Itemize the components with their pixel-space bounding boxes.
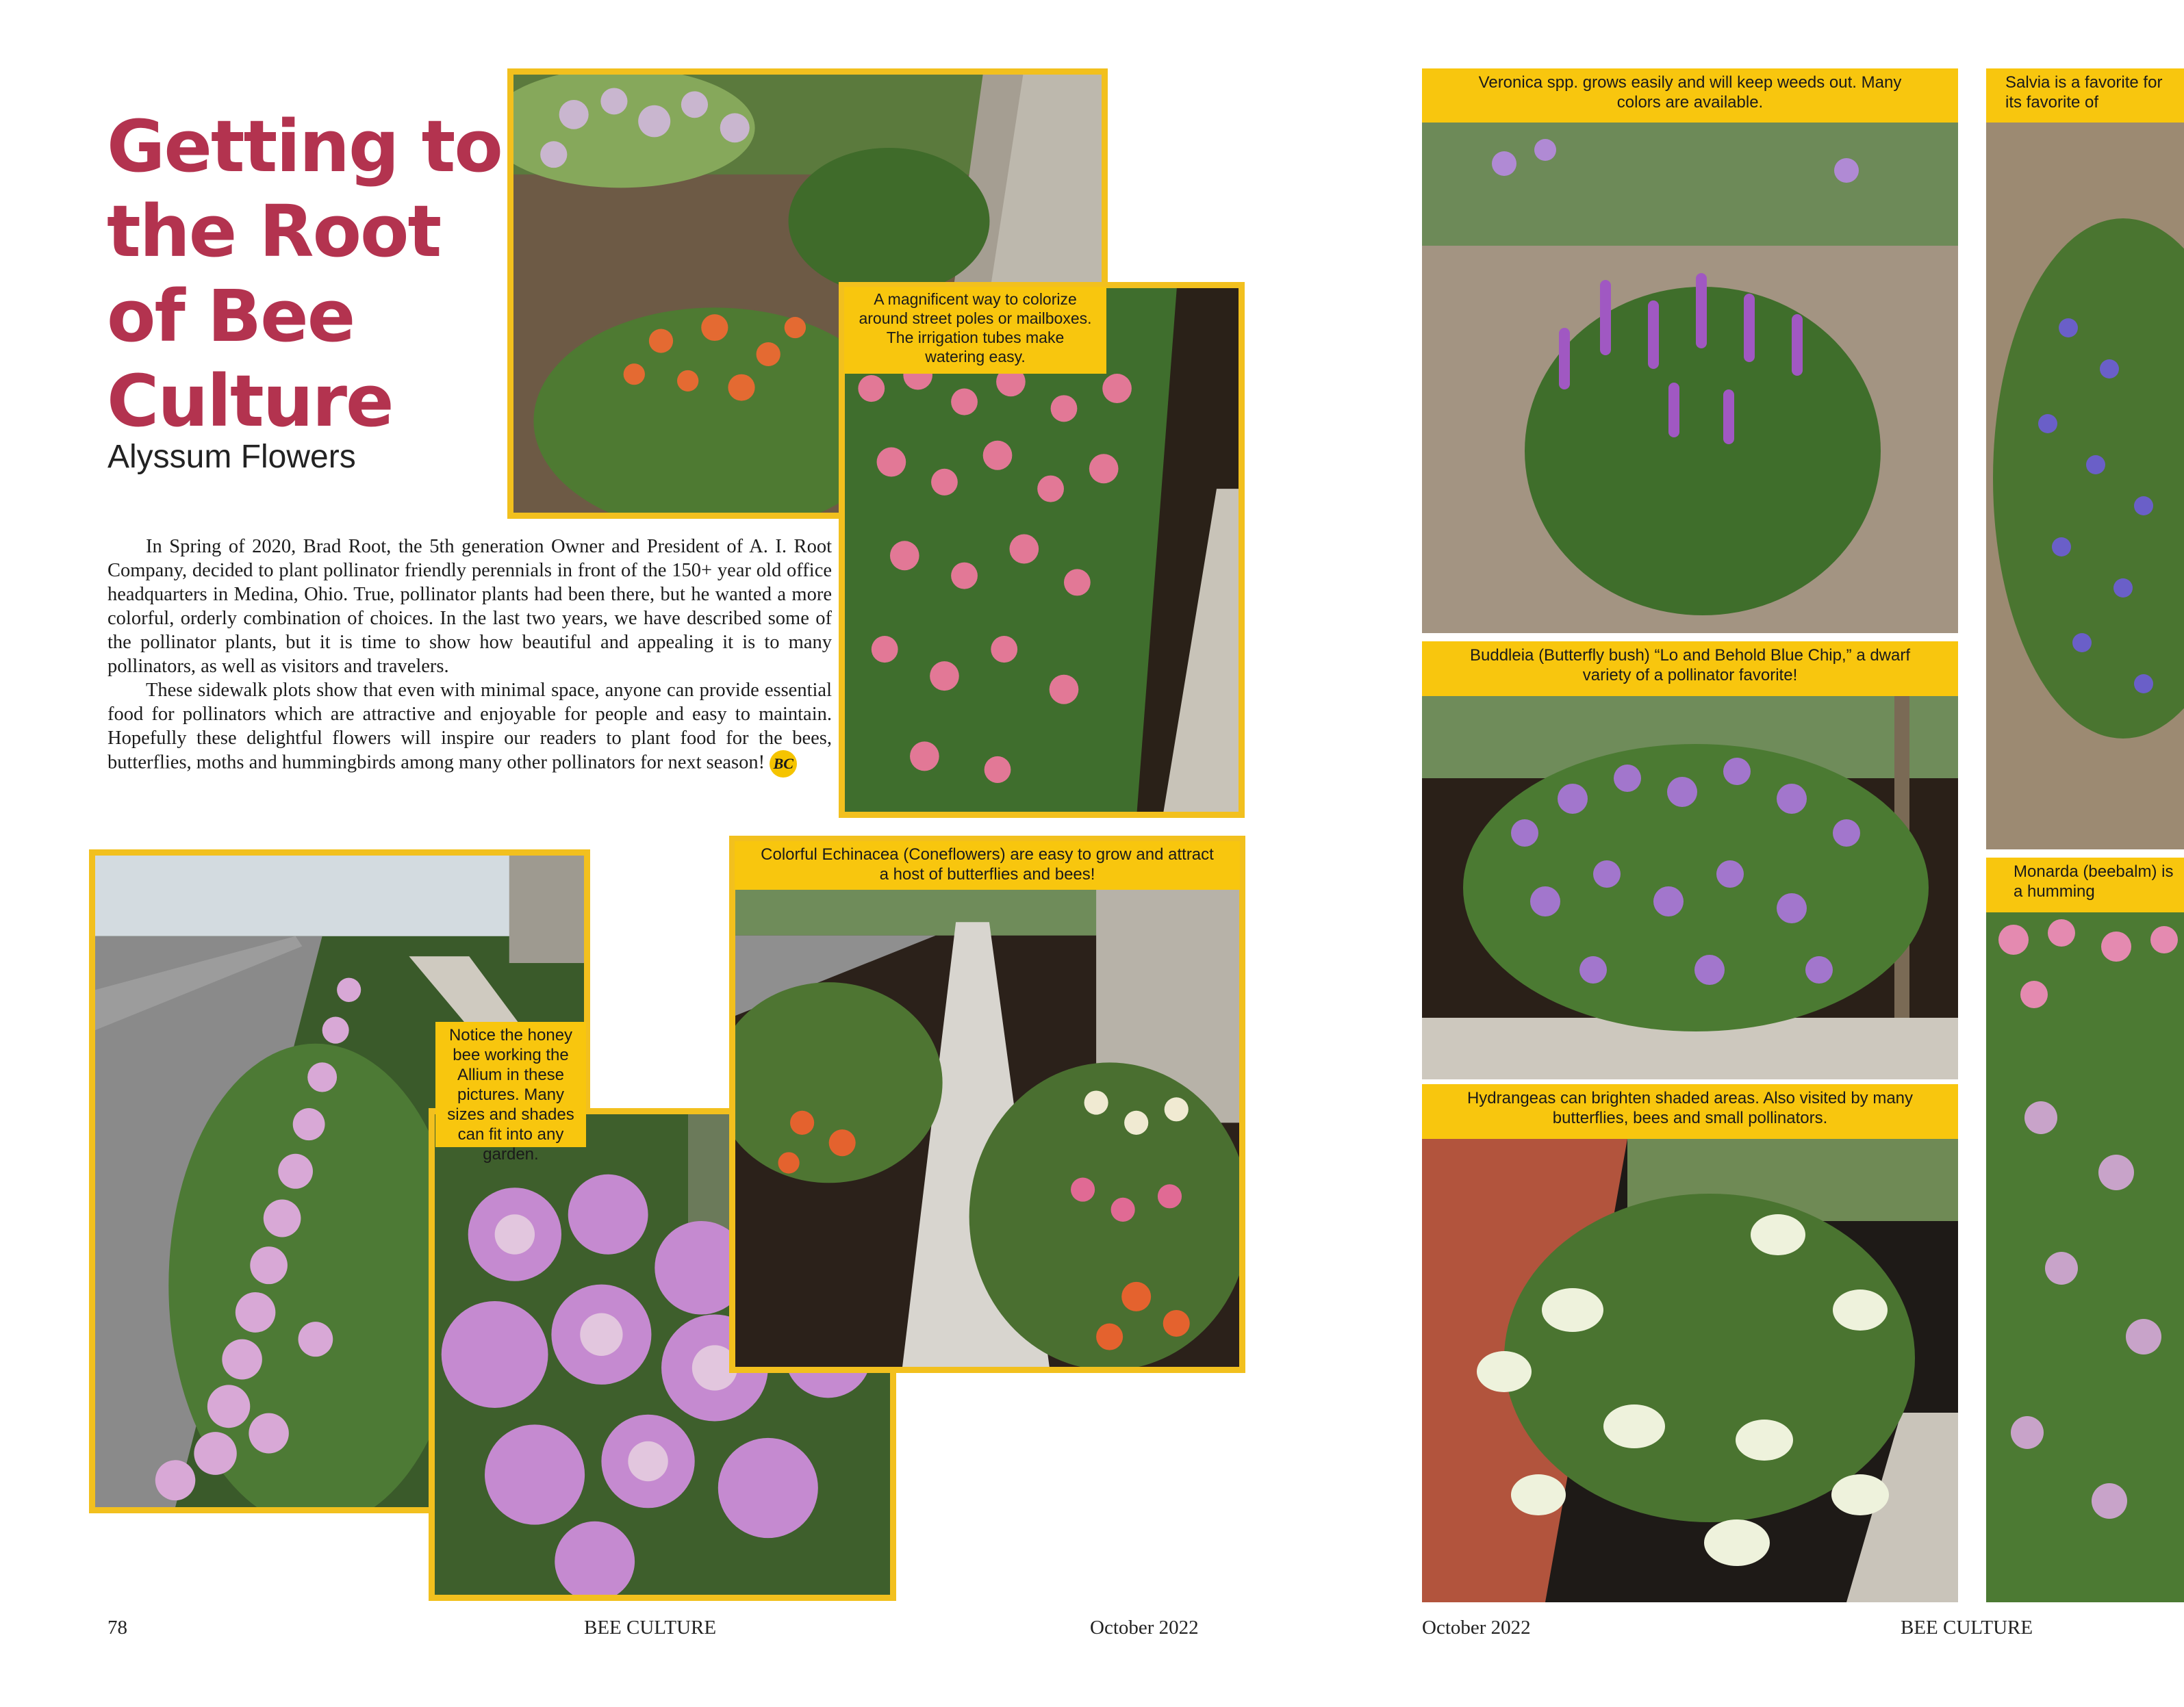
caption-veronica: Veronica spp. grows easily and will keep weeds out. Many colors are available.: [1422, 68, 1958, 123]
right-date: October 2022: [1422, 1617, 1531, 1639]
article-body: [107, 535, 832, 778]
caption-salvia: Salvia is a favorite for its favorite of: [1986, 68, 2184, 123]
left-date: October 2022: [1090, 1617, 1199, 1639]
title-line-2: the Root: [107, 190, 441, 273]
right-magazine-name: BEE CULTURE: [1901, 1617, 2033, 1639]
title-line-4: Culture: [107, 359, 393, 443]
left-magazine-name: BEE CULTURE: [584, 1617, 717, 1639]
photo-hydrangea: [1422, 1139, 1958, 1602]
photo-monarda: [1986, 912, 2184, 1602]
caption-street-poles: A magnificent way to colorize around street poles or mailboxes. The irrigation tubes make watering easy.: [844, 287, 1106, 374]
photo-veronica: [1422, 123, 1958, 633]
paragraph-1: In Spring of 2020, Brad Root, the 5th generation Owner and President of A. I. Root Company, decided to plant pollinator friendly perennials in front of the 150+ year old office headquarters in Medina, Ohio. True, pollinator plants had been there, but he wanted a more colorful, orderly combination of choices. In the last two years, we have described some of the pollinator plants, but it is time to show how beautiful and appealing it is to many pollinators, as well as visitors and travelers.: [107, 536, 832, 677]
photo-salvia: [1986, 123, 2184, 849]
bee-culture-end-mark: BC: [770, 750, 797, 778]
photo-sidewalk-echinacea: [729, 836, 1245, 1373]
caption-echinacea: Colorful Echinacea (Coneflowers) are easy to grow and attract a host of butterflies and bees!: [735, 841, 1240, 890]
caption-monarda: Monarda (beebalm) is a humming: [1986, 858, 2184, 912]
byline: Alyssum Flowers: [107, 439, 356, 475]
photo-buddleia: [1422, 696, 1958, 1079]
caption-hydrangea: Hydrangeas can brighten shaded areas. Also visited by many butterflies, bees and small pollinators.: [1422, 1084, 1958, 1139]
article-title: [107, 104, 511, 444]
paragraph-2-text: These sidewalk plots show that even with minimal space, anyone can provide essential food for pollinators which are attractive and enjoyable for people and easy to maintain. Hopefully these delightful flowers will inspire our readers to plant food for the bees, butterflies, moths and hummingbirds among many other pollinators for next season!: [107, 680, 832, 773]
caption-honey-bee: Notice the honey bee working the Allium in these pictures. Many sizes and shades can fit into any garden.: [435, 1022, 586, 1147]
caption-buddleia: Buddleia (Butterfly bush) “Lo and Behold Blue Chip,” a dwarf variety of a pollinator favorite!: [1422, 641, 1958, 696]
left-page-number: 78: [107, 1617, 127, 1639]
paragraph-2: [107, 678, 832, 778]
title-line-3: of Bee: [107, 274, 355, 358]
title-line-1: Getting to: [107, 105, 502, 188]
